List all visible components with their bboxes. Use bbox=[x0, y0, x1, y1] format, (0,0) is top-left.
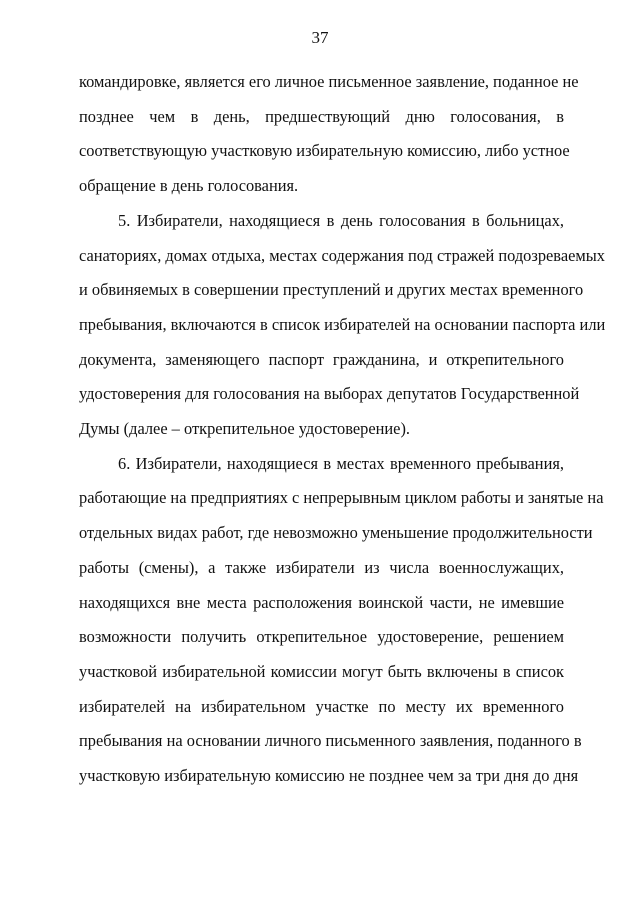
text-line: участковую избирательную комиссию не позднее чем за три дня до дня bbox=[79, 766, 579, 786]
paragraph-continuation bbox=[79, 65, 579, 204]
text-line: командировке, является его личное письменное заявление, поданное не bbox=[79, 72, 579, 91]
text-line: Думы (далее – открепительное удостоверение). bbox=[79, 419, 411, 439]
text-line: обращение в день голосования. bbox=[79, 176, 299, 196]
document-body bbox=[79, 65, 606, 794]
text-line: отдельных видах работ, где невозможно уменьшение продолжительности bbox=[79, 523, 593, 543]
text-line: находящихся вне места расположения воинской части, не имевшие bbox=[79, 592, 564, 612]
text-line: позднее чем в день, предшествующий дню голосования, в bbox=[79, 106, 564, 126]
text-line: 5. Избиратели, находящиеся в день голосования в больницах, bbox=[118, 210, 564, 230]
text-line: возможности получить открепительное удостоверение, решением bbox=[79, 627, 564, 647]
text-line: соответствующую участковую избирательную комиссию, либо устное bbox=[79, 141, 570, 161]
paragraph-item-6 bbox=[79, 447, 604, 794]
text-line: пребывания, включаются в список избирателей на основании паспорта или bbox=[79, 314, 606, 334]
text-line: пребывания на основании личного письменного заявления, поданного в bbox=[79, 731, 582, 751]
text-line: 6. Избиратели, находящиеся в местах временного пребывания, bbox=[118, 453, 564, 473]
text-line: санаториях, домах отдыха, местах содержания под стражей подозреваемых bbox=[79, 245, 605, 265]
paragraph-item-5 bbox=[79, 204, 606, 447]
page-number: 37 bbox=[311, 28, 329, 47]
text-line: работы (смены), а также избиратели из числа военнослужащих, bbox=[79, 557, 564, 577]
text-line: работающие на предприятиях с непрерывным циклом работы и занятые на bbox=[79, 488, 604, 508]
text-line: участковой избирательной комиссии могут быть включены в список bbox=[79, 661, 564, 681]
text-line: и обвиняемых в совершении преступлений и других местах временного bbox=[79, 280, 584, 300]
text-line: избирателей на избирательном участке по месту их временного bbox=[79, 696, 564, 716]
text-line: документа, заменяющего паспорт гражданина, и открепительного bbox=[79, 349, 564, 369]
text-line: удостоверения для голосования на выборах депутатов Государственной bbox=[79, 384, 580, 404]
